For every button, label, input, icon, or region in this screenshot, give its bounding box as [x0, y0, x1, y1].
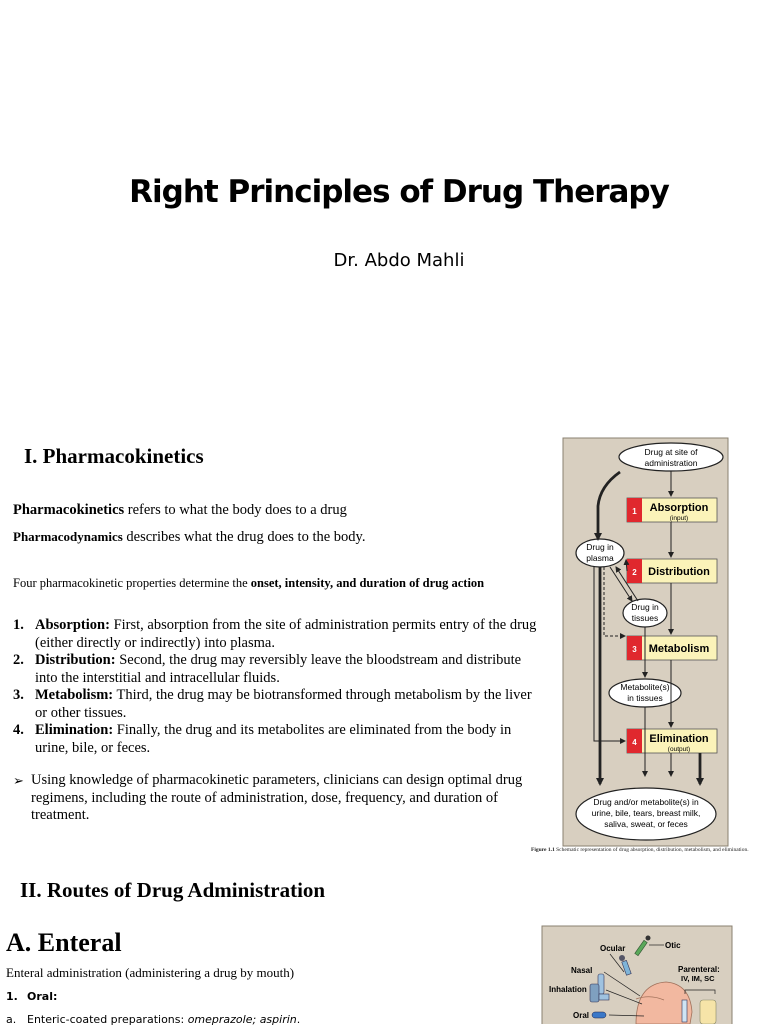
four-properties-text: Four pharmacokinetic properties determine the: [13, 576, 251, 590]
route-label: Parenteral:: [678, 965, 720, 974]
figure-caption: [531, 847, 761, 854]
pharmacokinetics-term: Pharmacokinetics: [13, 502, 125, 518]
list-item-text: Third, the drug may be biotransformed through metabolism by the liver or other tissues.: [35, 687, 532, 721]
plasma-line2: plasma: [586, 553, 614, 563]
list-item-term: Elimination:: [35, 722, 114, 738]
page-title: Right Principles of Drug Therapy: [129, 174, 669, 210]
enteric-coated-end: .: [296, 1013, 301, 1026]
step-label: Elimination: [649, 733, 709, 745]
step-distribution: [627, 559, 717, 583]
pharmacokinetics-diagram: [560, 436, 732, 848]
enteric-coated-item: [6, 1013, 300, 1026]
pharmacokinetics-definition-text: refers to what the body does to a drug: [124, 502, 347, 518]
oral-number: 1.: [6, 990, 18, 1003]
step-number: 4: [632, 738, 637, 747]
pharmacokinetic-properties-list: [13, 617, 543, 757]
list-item: [13, 687, 543, 722]
list-item-number: 2.: [13, 652, 24, 668]
figure-caption-text: Schematic representation of drug absorption, distribution, metabolism, and elimination.: [554, 847, 749, 853]
route-label: Nasal: [571, 966, 593, 975]
final-line3: saliva, sweat, or feces: [604, 819, 688, 829]
site-line2: administration: [644, 458, 698, 468]
design-regimens-bullet: [13, 772, 551, 825]
pharmacodynamics-definition: [13, 529, 365, 546]
step-number: 2: [632, 568, 637, 577]
list-item-number: 4.: [13, 722, 24, 738]
list-item-term: Absorption:: [35, 617, 110, 633]
four-properties-bold: onset, intensity, and duration of drug action: [250, 576, 485, 590]
final-line1: Drug and/or metabolite(s) in: [593, 797, 699, 807]
pharmacokinetics-heading: I. Pharmacokinetics: [24, 444, 204, 468]
final-line2: urine, bile, tears, breast milk,: [591, 808, 701, 818]
bullet-text: Using knowledge of pharmacokinetic parameters, clinicians can design optimal drug regimens, including the route of administration, dose, frequency, and duration of treatment.: [31, 772, 523, 823]
site-line1: Drug at site of: [644, 447, 698, 457]
list-item-number: 1.: [13, 617, 24, 633]
step-absorption: [627, 498, 717, 522]
list-item-number: 3.: [13, 687, 24, 703]
list-item-text: First, absorption from the site of administration permits entry of the drug (either directly or indirectly) into plasma.: [35, 617, 537, 651]
route-label: Oral: [573, 1011, 590, 1020]
pharmacodynamics-term: Pharmacodynamics: [13, 529, 123, 544]
step-number: 3: [632, 645, 637, 654]
pharmacokinetics-definition: [13, 502, 347, 519]
routes-heading: II. Routes of Drug Administration: [20, 878, 326, 902]
step-label: Absorption: [649, 502, 709, 514]
oral-label: Oral:: [27, 990, 58, 1003]
step-label: Metabolism: [648, 643, 710, 655]
enteric-coated-examples: omeprazole; aspirin: [187, 1013, 297, 1026]
enteric-coated-text: Enteric-coated preparations:: [27, 1013, 188, 1026]
list-item-text: Finally, the drug and its metabolites are eliminated from the body in urine, bile, or feces.: [35, 722, 512, 756]
route-label: Otic: [665, 941, 681, 950]
metab-line1: Metabolite(s): [620, 682, 670, 692]
pill-icon: [592, 1012, 606, 1018]
step-elimination: [627, 729, 717, 753]
step-sub: (output): [667, 746, 691, 753]
list-item-term: Distribution:: [35, 652, 116, 668]
enteral-description: Enteral administration (administering a drug by mouth): [6, 965, 295, 980]
step-sub: (input): [669, 515, 689, 522]
step-number: 1: [632, 507, 637, 516]
tissues-line2: tissues: [631, 613, 659, 623]
list-item: [13, 652, 543, 687]
tissues-line1: Drug in: [631, 602, 659, 612]
list-item: [13, 617, 543, 652]
oral-item: [6, 990, 57, 1003]
route-label: Ocular: [600, 944, 626, 953]
route-label: Inhalation: [549, 985, 587, 994]
figure-caption-label: Figure 1.1: [531, 847, 555, 853]
step-metabolism: [627, 636, 717, 660]
routes-diagram: [540, 924, 734, 1024]
enteric-coated-number: a.: [6, 1013, 17, 1026]
plasma-line1: Drug in: [586, 542, 614, 552]
list-item-term: Metabolism:: [35, 687, 114, 703]
list-item-text: Second, the drug may reversibly leave the bloodstream and distribute into the interstitial and intracellular fluids.: [35, 652, 522, 686]
pharmacodynamics-definition-text: describes what the drug does to the body.: [122, 529, 366, 545]
four-properties-intro: [13, 576, 484, 591]
author-name: Dr. Abdo Mahli: [333, 250, 465, 271]
step-label: Distribution: [648, 566, 710, 578]
metab-line2: in tissues: [627, 693, 663, 703]
route-label: IV, IM, SC: [681, 974, 715, 983]
arrow-bullet-icon: ➢: [13, 773, 24, 788]
list-item: [13, 722, 543, 757]
enteral-heading: A. Enteral: [6, 928, 122, 957]
